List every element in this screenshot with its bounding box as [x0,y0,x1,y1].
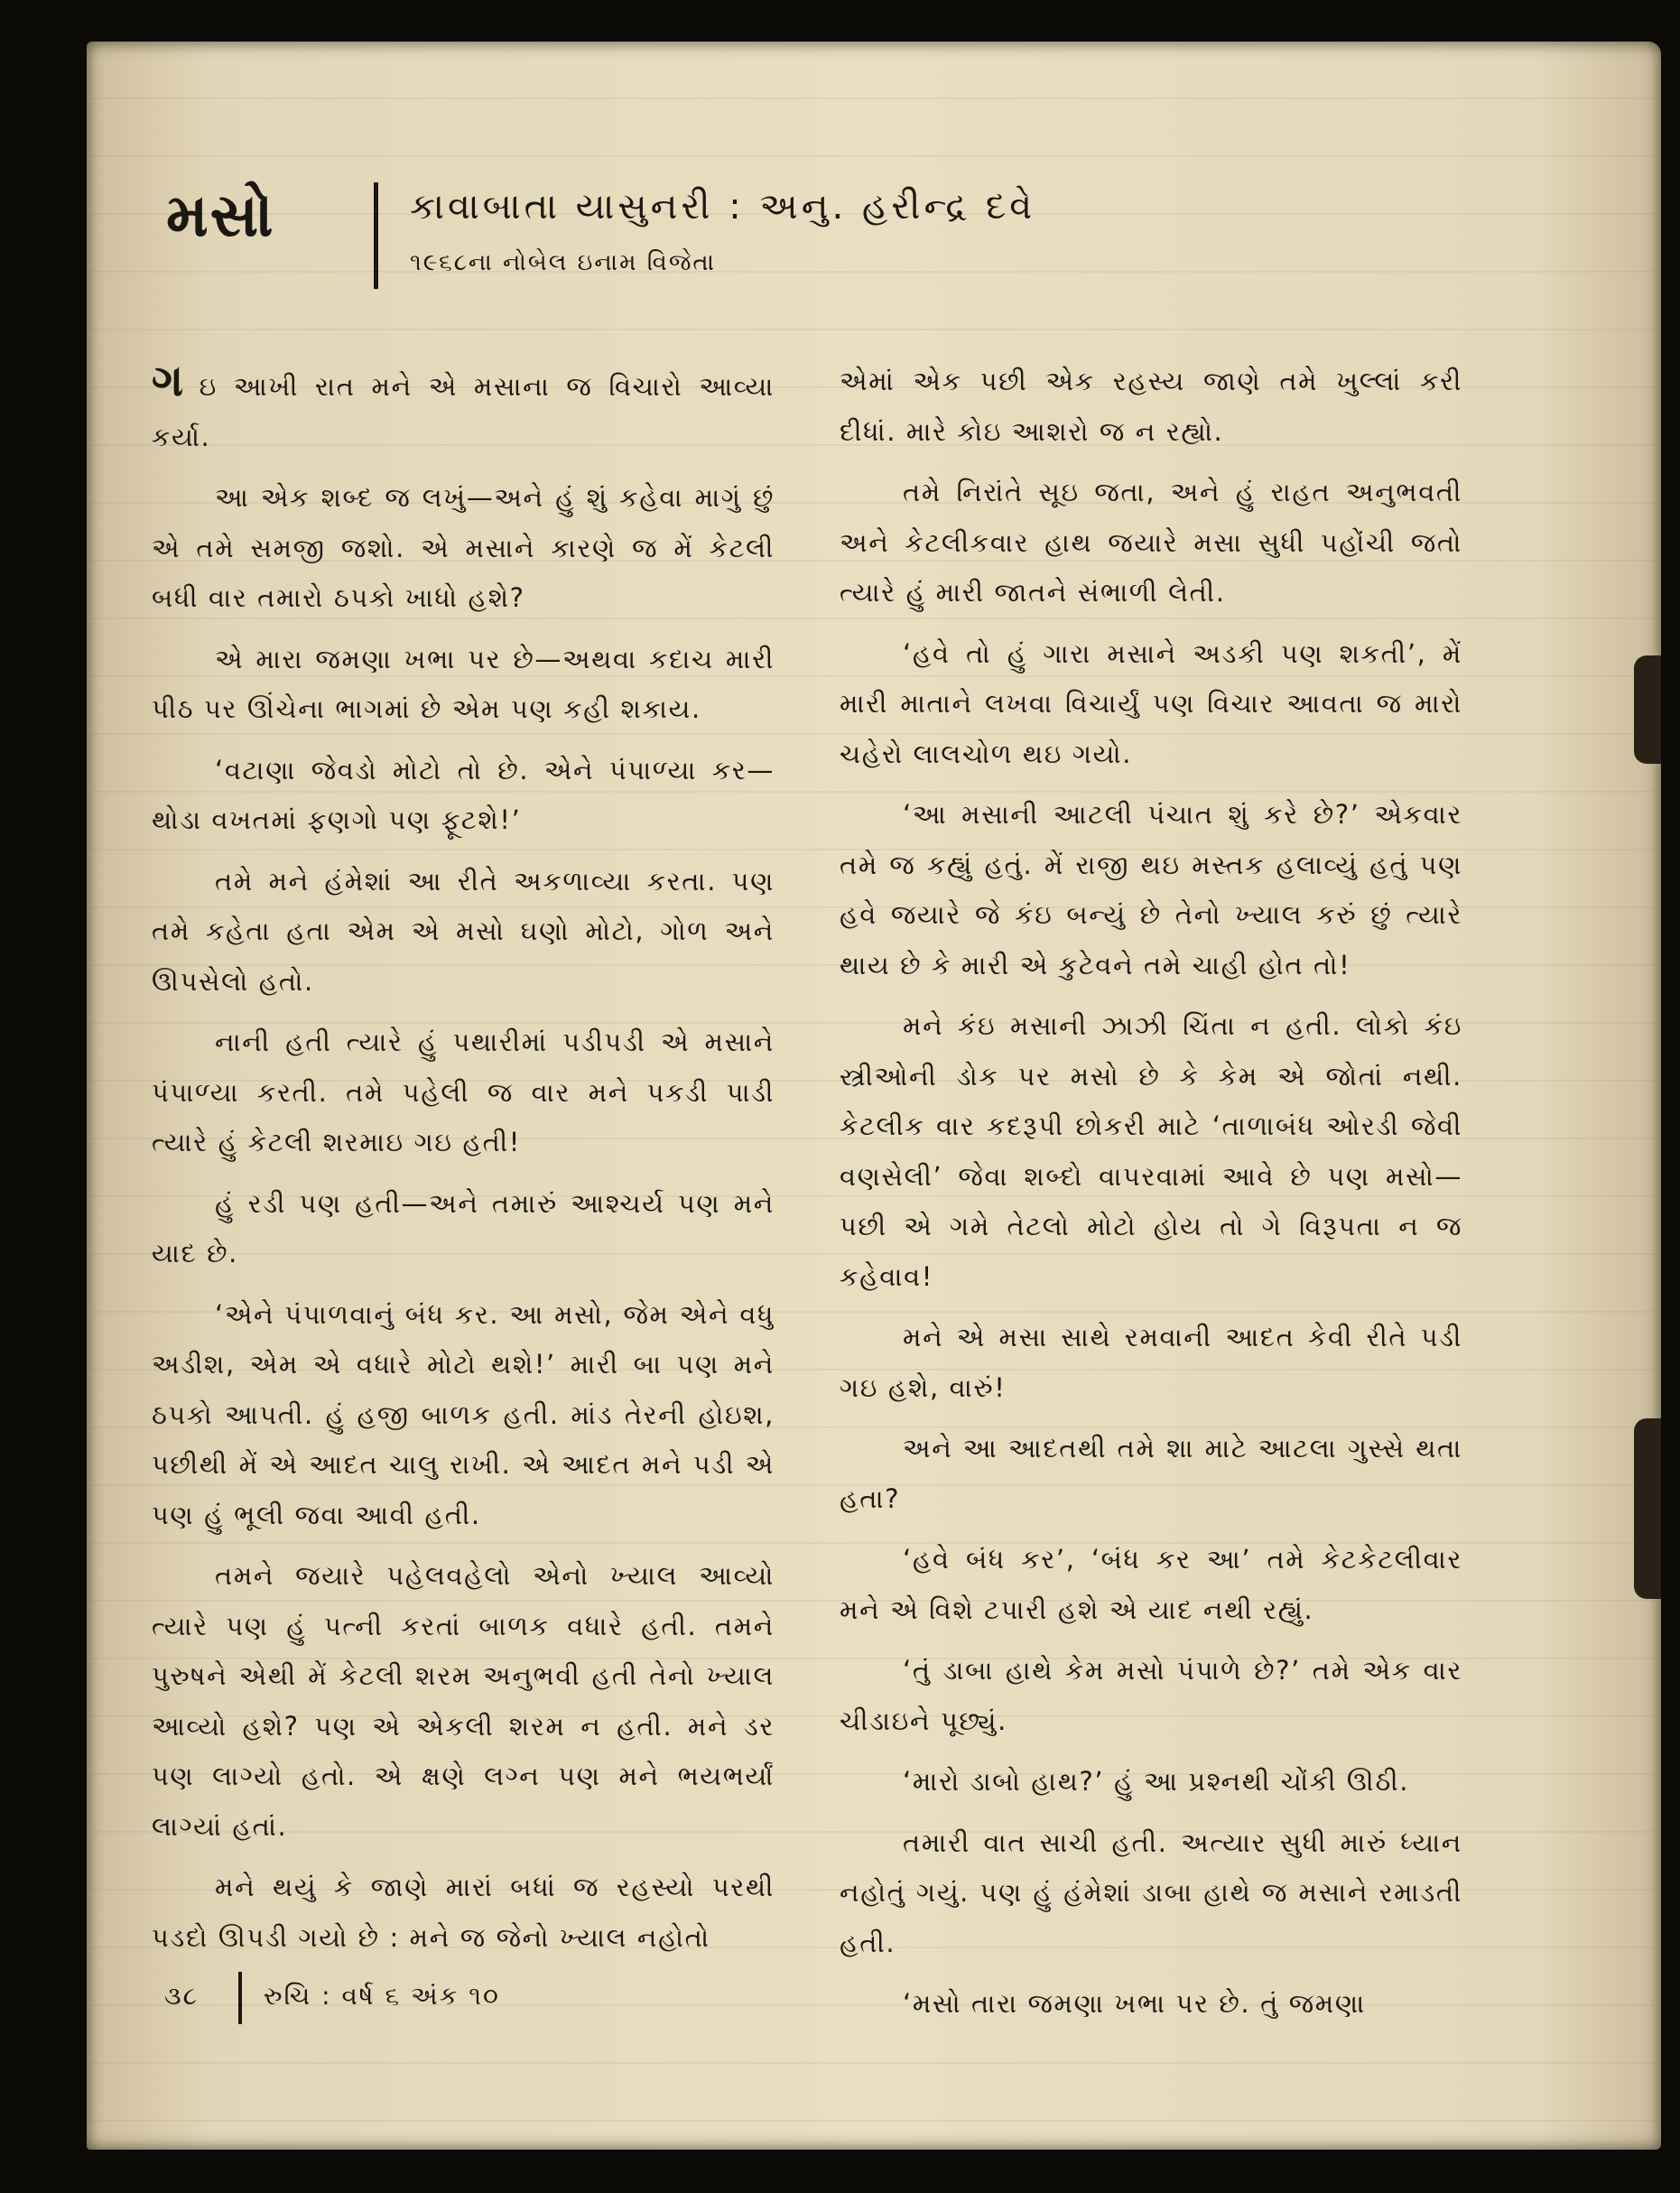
paragraph: મને કંઇ મસાની ઝાઝી ચિંતા ન હતી. લોકો કંઇ સ્ત્રીઓની ડોક પર મસો છે કે કેમ એ જોતાં નથી. કેટલીક વાર કદરૂપી છોકરી માટે ‘તાળાબંધ ઓરડી જેવી વણસેલી’ જેવા શબ્દો વાપરવામાં આવે છે પણ મસો—પછી એ ગમે તેટલો મોટો હોય તો ગે વિરૂપતા ન જ કહેવાવ! [840,1010,1462,1292]
paragraph: હું રડી પણ હતી—અને તમારું આશ્ચર્ય પણ મને યાદ છે. [152,1187,775,1268]
page-number: ૩૮ [164,1981,200,2011]
article-subtitle: ૧૯૬૮ના નોબેલ ઇનામ વિજેતા [410,249,717,276]
paragraph: તમારી વાત સાચી હતી. અત્યાર સુધી મારું ધ્યાન નહોતું ગયું. પણ હું હંમેશાં ડાબા હાથે જ મસાને રમાડતી હતી. [840,1826,1462,1958]
left-column [152,357,775,1974]
header-divider [374,182,378,289]
paragraph: ‘આ મસાની આટલી પંચાત શું કરે છે?’ એકવાર તમે જ કહ્યું હતું. મેં રાજી થઇ મસ્તક હલાવ્યું હતું પણ હવે જયારે જે કંઇ બન્યું છે તેનો ખ્યાલ કરું છું ત્યારે થાય છે કે મારી એ કુટેવને તમે ચાહી હોત તો! [840,799,1462,980]
paragraph: મને એ મસા સાથે રમવાની આદત કેવી રીતે પડી ગઇ હશે, વારું! [840,1322,1462,1403]
paragraph: નાની હતી ત્યારે હું પથારીમાં પડીપડી એ મસાને પંપાળ્યા કરતી. તમે પહેલી જ વાર મને પકડી પાડી ત્યારે હું કેટલી શરમાઇ ગઇ હતી! [152,1027,775,1157]
paragraph: ‘હવે તો હું ગારા મસાને અડકી પણ શકતી’, મેં મારી માતાને લખવા વિચાર્યું પણ વિચાર આવતા જ મારો ચહેરો લાલચોળ થઇ ગયો. [840,637,1462,769]
paragraph: તમને જયારે પહેલવહેલો એનો ખ્યાલ આવ્યો ત્યારે પણ હું પત્ની કરતાં બાળક વધારે હતી. તમને પુરુષને એથી મેં કેટલી શરમ અનુભવી હતી તેનો ખ્યાલ આવ્યો હશે? પણ એ એકલી શરમ ન હતી. મને ડર પણ લાગ્યો હતો. એ ક્ષણે લગ્ન પણ મને ભયભર્યાં લાગ્યાં હતાં. [152,1560,775,1842]
paragraph: ‘મારો ડાબો હાથ?’ હું આ પ્રશ્નથી ચોંકી ઊઠી. [903,1766,1410,1797]
paragraph: તમે નિરાંતે સૂઇ જતા, અને હું રાહત અનુભવતી અને કેટલીકવાર હાથ જયારે મસા સુધી પહોંચી જતો ત્યારે હું મારી જાતને સંભાળી લેતી. [840,477,1462,608]
article-title: મસો [166,181,275,250]
paragraph: એમાં એક પછી એક રહસ્ય જાણે તમે ખુલ્લાં કરી દીધાં. મારે કોઇ આશરો જ ન રહ્યો. [840,366,1462,447]
paragraph: ‘એને પંપાળવાનું બંધ કર. આ મસો, જેમ એને વધુ અડીશ, એમ એ વધારે મોટો થશે!’ મારી બા પણ મને ઠપકો આપતી. હું હજી બાળક હતી. માંડ તેરની હોઇશ, પછીથી મેં એ આદત ચાલુ રાખી. એ આદત મને પડી એ પણ હું ભૂલી જવા આવી હતી. [152,1298,775,1530]
paragraph: ‘મસો તારા જમણા ખભા પર છે. તું જમણા [903,1988,1366,2019]
paragraph: ‘હવે બંધ કર’, ‘બંધ કર આ’ તમે કેટકેટલીવાર મને એ વિશે ટપારી હશે એ યાદ નથી રહ્યું. [840,1544,1462,1625]
paragraph: આ એક શબ્દ જ લખું—અને હું શું કહેવા માગું છું એ તમે સમજી જશો. એ મસાને કારણે જ મેં કેટલી બધી વાર તમારો ઠપકો ખાધો હશે? [152,482,775,613]
paragraph: ‘તું ડાબા હાથે કેમ મસો પંપાળે છે?’ તમે એક વાર ચીડાઇને પૂછ્યું. [840,1655,1462,1736]
torn-edge-lower [1634,1418,1661,1599]
paragraph: મને થયું કે જાણે મારાં બધાં જ રહસ્યો પરથી પડદો ઊપડી ગયો છે : મને જ જેનો ખ્યાલ નહોતો [152,1872,775,1953]
paragraph [152,357,775,462]
article-header [166,163,1069,307]
article-byline: કાવાબાતા યાસુનરી : અનુ. હરીન્દ્ર દવે [410,186,1036,228]
paragraph: તમે મને હંમેશાં આ રીતે અકળાવ્યા કરતા. પણ તમે કહેતા હતા એમ એ મસો ઘણો મોટો, ગોળ અને ઊપસેલો હતો. [152,865,775,997]
footer-divider [238,1972,242,2024]
page-footer [164,1972,706,2026]
paragraph-text: ઇ આખી રાત મને એ મસાના જ વિચારો આવ્યા કર્યા. [152,371,775,452]
paragraph: ‘વટાણા જેવડો મોટો તો છે. એને પંપાળ્યા કર—થોડા વખતમાં ફણગો પણ ફૂટશે!’ [152,754,775,835]
paragraph: એ મારા જમણા ખભા પર છે—અથવા કદાચ મારી પીઠ પર ઊંચેના ભાગમાં છે એમ પણ કહી શકાય. [152,643,775,724]
right-column [840,357,1462,2040]
paragraph: અને આ આદતથી તમે શા માટે આટલા ગુસ્સે થતા હતા? [840,1433,1462,1514]
journal-reference: રુચિ : વર્ષ ૬ અંક ૧૦ [264,1981,500,2011]
torn-edge-upper [1634,655,1661,764]
drop-cap: ગ [152,356,185,406]
